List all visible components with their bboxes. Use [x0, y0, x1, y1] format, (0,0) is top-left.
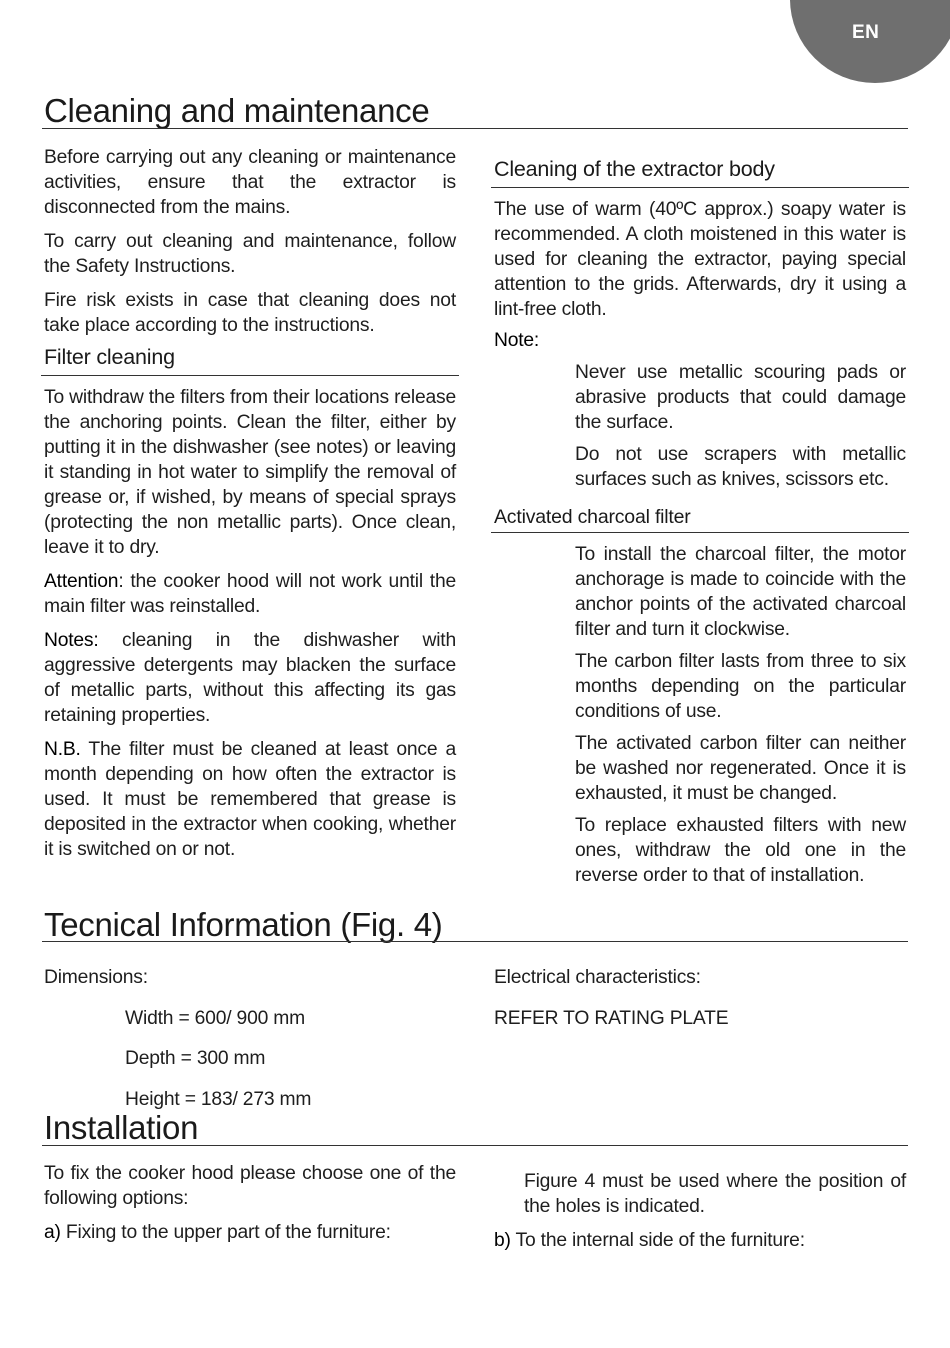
- intro-paragraph: Fire risk exists in case that cleaning does not take place according to the instructions.: [44, 290, 456, 336]
- attention-text: : the cooker hood will not work until the main filter was reinstalled.: [44, 571, 456, 617]
- charcoal-paragraph: The carbon filter lasts from three to six months depending on the particular conditions of use.: [575, 651, 906, 722]
- option-a-label: a): [44, 1222, 61, 1243]
- filter-cleaning-heading: Filter cleaning: [44, 345, 175, 369]
- section-rule: [42, 1145, 908, 1146]
- dimensions-label: Dimensions:: [44, 967, 148, 988]
- note-label: Note:: [494, 330, 540, 351]
- option-a: [44, 1220, 456, 1245]
- figure-note: Figure 4 must be used where the position of the holes is indicated.: [524, 1171, 906, 1217]
- filter-body: To withdraw the filters from their locations release the anchoring points. Clean the filter, either by putting it in the dishwasher (see notes) or leaving it standing in hot water to simplify the removal of grease or, if wished, by means of special sprays (protecting the non metallic parts). Once clean, leave it to dry.: [44, 387, 456, 558]
- section-title-cleaning: Cleaning and maintenance: [44, 92, 430, 129]
- option-a-text: Fixing to the upper part of the furniture:: [60, 1222, 391, 1243]
- option-b: [494, 1228, 906, 1253]
- nb-text: The filter must be cleaned at least once a month depending on how often the extractor is used. It must be remembered that grease is deposited in the extractor when cooking, whether it is switched on or not.: [44, 739, 456, 860]
- installation-left: [44, 1161, 456, 1254]
- body-cleaning-heading-block: [491, 156, 909, 188]
- left-column-cleaning: [44, 145, 456, 871]
- section-title-installation: Installation: [44, 1109, 199, 1146]
- attention-paragraph: [44, 569, 456, 619]
- option-b-label: b): [494, 1230, 511, 1251]
- attention-label: Attention: [44, 571, 119, 592]
- notes-paragraph: [44, 628, 456, 728]
- electrical-block: [494, 962, 906, 1043]
- note-item: Never use metallic scouring pads or abrasive products that could damage the surface.: [575, 362, 906, 433]
- filter-heading-block: [41, 344, 459, 376]
- notes-label: Notes:: [44, 630, 99, 651]
- nb-paragraph: [44, 737, 456, 862]
- nb-label: N.B.: [44, 739, 81, 760]
- charcoal-paragraph: To replace exhausted filters with new ones, withdraw the old one in the reverse order to that of installation.: [575, 815, 906, 886]
- electrical-label: Electrical characteristics:: [494, 967, 701, 988]
- charcoal-filter-heading: Activated charcoal filter: [494, 506, 691, 528]
- charcoal-paragraph: To install the charcoal filter, the motor anchorage is made to coincide with the anchor points of the activated charcoal filter and turn it clockwise.: [575, 544, 906, 640]
- body-cleaning-heading: Cleaning of the extractor body: [494, 157, 775, 181]
- section-title-technical: Tecnical Information (Fig. 4): [44, 906, 443, 943]
- right-column-cleaning: [494, 156, 906, 897]
- body-cleaning-text: The use of warm (40ºC approx.) soapy water is recommended. A cloth moistened in this water is used for cleaning the extractor, paying special attention to the grids. Afterwards, dry it using a lint-free cloth.: [494, 199, 906, 320]
- dimensions-block: [44, 962, 456, 1124]
- dimension-item: Width = 600/ 900 mm: [125, 1007, 305, 1029]
- intro-paragraph: Before carrying out any cleaning or maintenance activities, ensure that the extractor is disconnected from the mains.: [44, 147, 456, 218]
- electrical-value: REFER TO RATING PLATE: [494, 1007, 729, 1029]
- language-badge: EN: [852, 22, 880, 43]
- section-rule: [42, 128, 908, 129]
- installation-intro: To fix the cooker hood please choose one of the following options:: [44, 1163, 456, 1209]
- dimension-item: Height = 183/ 273 mm: [125, 1088, 312, 1110]
- notes-text: cleaning in the dishwasher with aggressive detergents may blacken the surface of metallic parts, without this affecting its gas retaining properties.: [44, 630, 456, 726]
- note-item: Do not use scrapers with metallic surfaces such as knives, scissors etc.: [575, 444, 906, 490]
- charcoal-paragraph: The activated carbon filter can neither be washed nor regenerated. Once it is exhausted, it must be changed.: [575, 733, 906, 804]
- installation-right: [494, 1169, 906, 1262]
- option-b-text: To the internal side of the furniture:: [510, 1230, 805, 1251]
- section-rule: [42, 941, 908, 942]
- intro-paragraph: To carry out cleaning and maintenance, follow the Safety Instructions.: [44, 231, 456, 277]
- dimension-item: Depth = 300 mm: [125, 1048, 266, 1069]
- charcoal-heading-block: [491, 504, 909, 533]
